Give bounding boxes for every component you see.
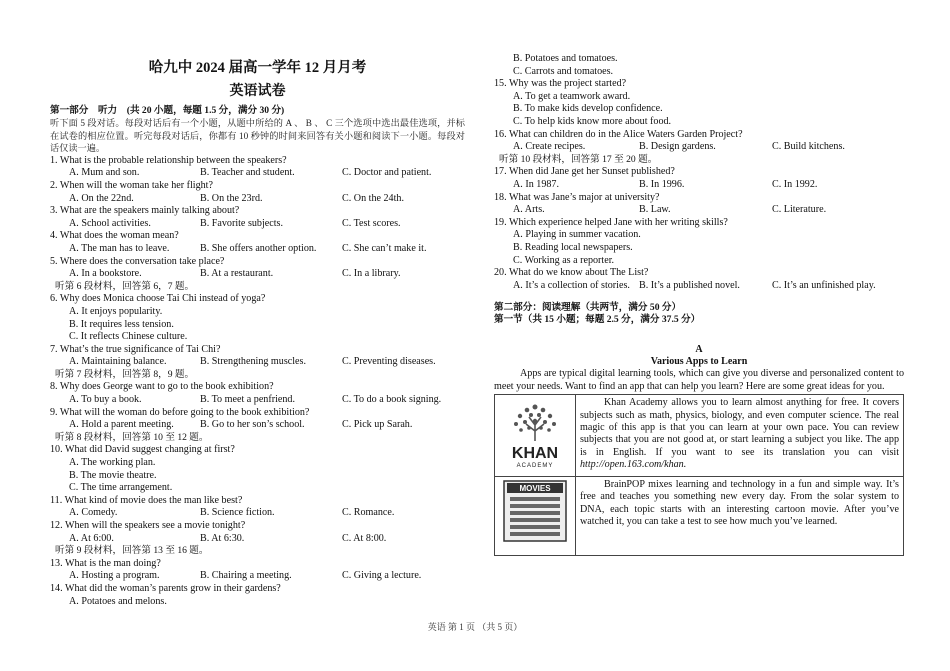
question: 1. What is the probable relationship between the speakers? [50,154,287,166]
option-c: C. Doctor and patient. [342,167,432,179]
option-b: B. To meet a penfriend. [200,394,295,406]
option-a: A. To buy a book. [69,394,142,406]
option-a: A. School activities. [69,217,151,229]
option: A. Playing in summer vacation. [513,229,641,241]
option: A. The working plan. [69,457,156,469]
option: C. Working as a reporter. [513,254,615,266]
option-row [494,179,904,192]
option-c: C. On the 24th. [342,192,404,204]
khan-logo-text: KHAN [511,445,559,463]
option-c: C. Romance. [342,507,395,519]
question: 17. When did Jane get her Sunset published? [494,166,675,178]
page-subtitle: 英语试卷 [229,84,286,99]
tree-icon [502,397,568,469]
option-c: C. To do a book signing. [342,394,442,406]
question: 6. Why does Monica choose Tai Chi instead of yoga? [50,293,266,305]
option-a: A. Create recipes. [513,141,586,153]
part1-instructions: 听下面 5 段对话。每段对话后有一个小题，从题中所给的 A 、 B 、 C 三个选项中选出最佳选项，并标在试卷的相应位置。听完每段对话后，你都有 10 秒钟的时间来回答有关小题和阅读下一小题。每段对话仅读一遍。 [50,118,465,154]
option-row [50,218,465,231]
passage-title: Various Apps to Learn [650,356,748,368]
option: A. To get a teamwork award. [513,90,631,102]
question: 8. Why does George want to go to the book exhibition? [50,381,274,393]
option-row [50,394,465,407]
passage-label: A [695,344,703,356]
right-column [494,53,904,556]
option-b: B. Law. [639,204,671,216]
option-a: A. Hold a parent meeting. [69,419,174,431]
option-row [50,570,465,583]
option-b: B. She offers another option. [200,242,317,254]
option-a: A. It’s a collection of stories. [513,279,630,291]
option-a: A. The man has to leave. [69,242,170,254]
apps-table [494,394,904,556]
question: 13. What is the man doing? [50,557,161,569]
question: 20. What do we know about The List? [494,267,649,279]
page-title: 哈九中 2024 届高一学年 12 月月考 [148,60,367,76]
passage-intro: Apps are typical digital learning tools, which can give you diverse and personalized content to meet your needs. Want to find an app that can help you learn? Here are some great ideas for you. [494,368,904,392]
option-c: C. It’s an unfinished play. [772,279,876,291]
question: 9. What will the woman do before going to the book exhibition? [50,406,310,418]
option: C. Carrots and tomatoes. [513,65,614,77]
part1-heading: 第一部分 听力 (共 20 小题，每题 1.5 分，满分 30 分) [50,105,285,116]
brainpop-logo-text: MOVIES [519,483,551,493]
option: B. Reading local newspapers. [513,241,633,253]
option-a: A. Maintaining balance. [69,356,167,368]
option-b: B. Design gardens. [639,141,716,153]
question: 15. Why was the project started? [494,78,627,90]
brainpop-logo [495,476,576,555]
listening-note: 听第 9 段材料，回答第 13 至 16 题。 [55,545,209,557]
question: 2. When will the woman take her flight? [50,179,213,191]
option-b: B. Teacher and student. [200,167,295,179]
option-b: B. Go to her son’s school. [200,419,305,431]
option-a: A. Hosting a program. [69,570,160,582]
option-c: C. Test scores. [342,217,401,229]
page-footer: 英语 第 1 页 （共 5 页） [427,622,523,632]
option-a: A. On the 22nd. [69,192,134,204]
left-column [50,58,465,608]
option: A. It enjoys popularity. [69,305,163,317]
option-a: A. In a bookstore. [69,268,142,280]
option-a: A. In 1987. [513,178,559,190]
khan-logo [495,395,576,477]
option: C. It reflects Chinese culture. [69,331,188,343]
listening-note: 听第 7 段材料，回答第 8，9 题。 [55,368,195,380]
option-b: B. At a restaurant. [200,268,274,280]
question: 11. What kind of movie does the man like best? [50,494,243,506]
option-c: C. She can’t make it. [342,242,427,254]
option: C. The time arrangement. [69,482,173,494]
option-c: C. Literature. [772,204,827,216]
question: 18. What was Jane’s major at university? [494,191,660,203]
option: B. Potatoes and tomatoes. [513,53,618,64]
part2-section1: 第一节（共 15 小题；每题 2.5 分，满分 37.5 分） [494,314,701,326]
option-row [50,533,465,546]
option-b: B. Strengthening muscles. [200,356,306,368]
app-row-brainpop [495,476,904,555]
option-a: A. Comedy. [69,507,118,519]
khan-description: Khan Academy allows you to learn almost anything for free. It covers subjects such as math, physics, biology, and even computer science. The real magic of this app is that you can learn at your own pace. You can review subjects that you are not good at, or start learning a subject you like. The app is in English. If you want to see its translation you can visit http://open.163.com/khan. [576,395,904,477]
question: 3. What are the speakers mainly talking about? [50,205,240,217]
option-a: A. At 6:00. [69,532,114,544]
question: 4. What does the woman mean? [50,230,179,242]
option-row [50,193,465,206]
question: 10. What did David suggest changing at first? [50,444,235,456]
option-row [50,243,465,256]
option-b: B. It’s a published novel. [639,279,740,291]
khan-link: http://open.163.com/khan. [580,459,687,471]
option-c: C. In 1992. [772,178,818,190]
option: B. To make kids develop confidence. [513,103,663,115]
question: 7. What’s the true significance of Tai Chi? [50,343,221,355]
option-a: A. Mum and son. [69,167,140,179]
option-row [494,280,904,293]
option-row [50,356,465,369]
option-b: B. At 6:30. [200,532,245,544]
option-row [494,204,904,217]
listening-note: 听第 10 段材料，回答第 17 至 20 题。 [499,153,658,165]
right-question-list [494,53,904,292]
option-a: A. Arts. [513,204,545,216]
left-question-list [50,155,465,608]
option-c: C. Build kitchens. [772,141,845,153]
option-c: C. At 8:00. [342,532,387,544]
brainpop-movies-icon [502,479,568,543]
option-b: B. Chairing a meeting. [200,570,292,582]
option-b: B. Favorite subjects. [200,217,283,229]
option-c: C. Giving a lecture. [342,570,422,582]
option: B. The movie theatre. [69,469,157,481]
question: 16. What can children do in the Alice Waters Garden Project? [494,128,743,140]
question: 19. Which experience helped Jane with her writing skills? [494,216,728,228]
option-row [50,419,465,432]
option-row [50,507,465,520]
option-c: C. Pick up Sarah. [342,419,413,431]
option-b: B. On the 23rd. [200,192,263,204]
option-row [494,141,904,154]
option-row [50,167,465,180]
option-b: B. Science fiction. [200,507,275,519]
question: 5. Where does the conversation take place? [50,255,225,267]
question: 14. What did the woman’s parents grow in their gardens? [50,582,281,594]
option: A. Potatoes and melons. [69,595,167,607]
listening-note: 听第 8 段材料，回答第 10 至 12 题。 [55,431,209,443]
part2-heading: 第二部分：阅读理解（共两节，满分 50 分） [494,302,682,314]
option: C. To help kids know more about food. [513,115,672,127]
app-row-khan [495,395,904,477]
brainpop-description: BrainPOP mixes learning and technology in a fun and simple way. It’s free and teaches you something new every day. From the solar system to DNA, each topic starts with an interesting cartoon movie. After you’ve watched it, you can take a test to see how much you’ve learned. [576,476,904,555]
option-b: B. In 1996. [639,178,685,190]
option-row [50,268,465,281]
listening-note: 听第 6 段材料，回答第 6，7 题。 [55,280,195,292]
question: 12. When will the speakers see a movie tonight? [50,520,246,531]
khan-logo-sub: ACADEMY [516,463,554,470]
option-c: C. Preventing diseases. [342,356,436,368]
option-c: C. In a library. [342,268,401,280]
option: B. It requires less tension. [69,318,174,330]
